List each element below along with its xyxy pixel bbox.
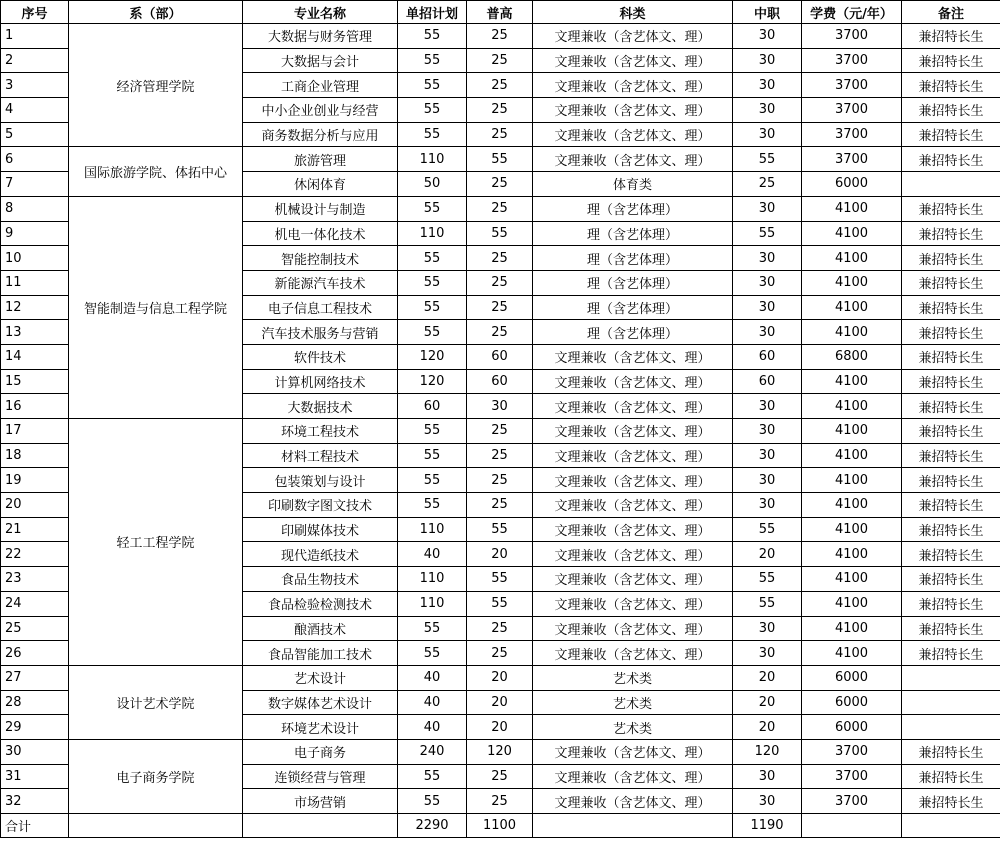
plan-count: 55 bbox=[398, 98, 467, 123]
category: 文理兼收（含艺体文、理） bbox=[533, 591, 733, 616]
plan-count: 120 bbox=[398, 344, 467, 369]
plan-count: 55 bbox=[398, 122, 467, 147]
tuition-fee: 4100 bbox=[802, 517, 902, 542]
row-seq: 2 bbox=[1, 48, 69, 73]
tuition-fee: 4100 bbox=[802, 468, 902, 493]
header-vocational: 中职 bbox=[733, 1, 802, 24]
general-count: 55 bbox=[467, 567, 533, 592]
major-name: 工商企业管理 bbox=[243, 73, 398, 98]
plan-count: 55 bbox=[398, 196, 467, 221]
general-count: 25 bbox=[467, 493, 533, 518]
major-name: 新能源汽车技术 bbox=[243, 270, 398, 295]
total-empty-cell bbox=[802, 814, 902, 838]
general-count: 25 bbox=[467, 320, 533, 345]
department-name: 经济管理学院 bbox=[69, 24, 243, 147]
row-seq: 28 bbox=[1, 690, 69, 715]
tuition-fee: 3700 bbox=[802, 48, 902, 73]
general-count: 25 bbox=[467, 196, 533, 221]
row-seq: 31 bbox=[1, 764, 69, 789]
vocational-count: 55 bbox=[733, 517, 802, 542]
general-count: 25 bbox=[467, 764, 533, 789]
vocational-count: 20 bbox=[733, 715, 802, 740]
note: 兼招特长生 bbox=[902, 764, 1000, 789]
note: 兼招特长生 bbox=[902, 591, 1000, 616]
plan-count: 40 bbox=[398, 665, 467, 690]
note: 兼招特长生 bbox=[902, 270, 1000, 295]
category: 艺术类 bbox=[533, 665, 733, 690]
header-general: 普高 bbox=[467, 1, 533, 24]
vocational-count: 30 bbox=[733, 270, 802, 295]
vocational-count: 30 bbox=[733, 73, 802, 98]
general-count: 25 bbox=[467, 468, 533, 493]
major-name: 现代造纸技术 bbox=[243, 542, 398, 567]
row-seq: 21 bbox=[1, 517, 69, 542]
major-name: 商务数据分析与应用 bbox=[243, 122, 398, 147]
tuition-fee: 6800 bbox=[802, 344, 902, 369]
vocational-count: 55 bbox=[733, 221, 802, 246]
note: 兼招特长生 bbox=[902, 419, 1000, 444]
plan-count: 55 bbox=[398, 246, 467, 271]
major-name: 旅游管理 bbox=[243, 147, 398, 172]
note: 兼招特长生 bbox=[902, 24, 1000, 49]
plan-count: 110 bbox=[398, 147, 467, 172]
category: 文理兼收（含艺体文、理） bbox=[533, 122, 733, 147]
department-name: 轻工工程学院 bbox=[69, 419, 243, 666]
category: 文理兼收（含艺体文、理） bbox=[533, 48, 733, 73]
department-name: 设计艺术学院 bbox=[69, 665, 243, 739]
note: 兼招特长生 bbox=[902, 443, 1000, 468]
general-count: 25 bbox=[467, 789, 533, 814]
category: 文理兼收（含艺体文、理） bbox=[533, 419, 733, 444]
tuition-fee: 3700 bbox=[802, 24, 902, 49]
category: 文理兼收（含艺体文、理） bbox=[533, 443, 733, 468]
tuition-fee: 4100 bbox=[802, 270, 902, 295]
note: 兼招特长生 bbox=[902, 468, 1000, 493]
plan-count: 55 bbox=[398, 48, 467, 73]
row-seq: 8 bbox=[1, 196, 69, 221]
row-seq: 4 bbox=[1, 98, 69, 123]
note: 兼招特长生 bbox=[902, 122, 1000, 147]
vocational-count: 60 bbox=[733, 344, 802, 369]
category: 理（含艺体理） bbox=[533, 246, 733, 271]
category: 文理兼收（含艺体文、理） bbox=[533, 147, 733, 172]
category: 文理兼收（含艺体文、理） bbox=[533, 394, 733, 419]
row-seq: 14 bbox=[1, 344, 69, 369]
row-seq: 23 bbox=[1, 567, 69, 592]
general-count: 55 bbox=[467, 591, 533, 616]
major-name: 智能控制技术 bbox=[243, 246, 398, 271]
row-seq: 17 bbox=[1, 419, 69, 444]
note: 兼招特长生 bbox=[902, 394, 1000, 419]
total-empty-cell bbox=[69, 814, 243, 838]
tuition-fee: 4100 bbox=[802, 493, 902, 518]
category: 文理兼收（含艺体文、理） bbox=[533, 493, 733, 518]
major-name: 包装策划与设计 bbox=[243, 468, 398, 493]
note: 兼招特长生 bbox=[902, 616, 1000, 641]
major-name: 大数据技术 bbox=[243, 394, 398, 419]
major-name: 大数据与会计 bbox=[243, 48, 398, 73]
note: 兼招特长生 bbox=[902, 147, 1000, 172]
header-note: 备注 bbox=[902, 1, 1000, 24]
row-seq: 32 bbox=[1, 789, 69, 814]
major-name: 汽车技术服务与营销 bbox=[243, 320, 398, 345]
major-name: 中小企业创业与经营 bbox=[243, 98, 398, 123]
tuition-fee: 4100 bbox=[802, 221, 902, 246]
vocational-count: 25 bbox=[733, 172, 802, 197]
vocational-count: 30 bbox=[733, 246, 802, 271]
row-seq: 5 bbox=[1, 122, 69, 147]
category: 文理兼收（含艺体文、理） bbox=[533, 542, 733, 567]
vocational-count: 55 bbox=[733, 591, 802, 616]
vocational-count: 120 bbox=[733, 739, 802, 764]
plan-count: 55 bbox=[398, 24, 467, 49]
plan-count: 50 bbox=[398, 172, 467, 197]
category: 文理兼收（含艺体文、理） bbox=[533, 641, 733, 666]
note: 兼招特长生 bbox=[902, 196, 1000, 221]
plan-count: 40 bbox=[398, 542, 467, 567]
category: 理（含艺体理） bbox=[533, 196, 733, 221]
row-seq: 26 bbox=[1, 641, 69, 666]
major-name: 连锁经营与管理 bbox=[243, 764, 398, 789]
major-name: 电子信息工程技术 bbox=[243, 295, 398, 320]
vocational-count: 30 bbox=[733, 419, 802, 444]
major-name: 艺术设计 bbox=[243, 665, 398, 690]
total-general: 1100 bbox=[467, 814, 533, 838]
category: 文理兼收（含艺体文、理） bbox=[533, 739, 733, 764]
category: 艺术类 bbox=[533, 715, 733, 740]
vocational-count: 30 bbox=[733, 443, 802, 468]
major-name: 环境工程技术 bbox=[243, 419, 398, 444]
tuition-fee: 4100 bbox=[802, 320, 902, 345]
row-seq: 30 bbox=[1, 739, 69, 764]
plan-count: 40 bbox=[398, 715, 467, 740]
tuition-fee: 6000 bbox=[802, 665, 902, 690]
plan-count: 40 bbox=[398, 690, 467, 715]
plan-count: 110 bbox=[398, 567, 467, 592]
tuition-fee: 4100 bbox=[802, 295, 902, 320]
major-name: 电子商务 bbox=[243, 739, 398, 764]
plan-count: 55 bbox=[398, 789, 467, 814]
tuition-fee: 4100 bbox=[802, 591, 902, 616]
major-name: 食品生物技术 bbox=[243, 567, 398, 592]
tuition-fee: 3700 bbox=[802, 739, 902, 764]
general-count: 20 bbox=[467, 542, 533, 567]
total-row bbox=[1, 814, 1000, 838]
category: 艺术类 bbox=[533, 690, 733, 715]
note: 兼招特长生 bbox=[902, 221, 1000, 246]
category: 文理兼收（含艺体文、理） bbox=[533, 616, 733, 641]
category: 文理兼收（含艺体文、理） bbox=[533, 98, 733, 123]
row-seq: 29 bbox=[1, 715, 69, 740]
header-seq: 序号 bbox=[1, 1, 69, 24]
plan-count: 55 bbox=[398, 468, 467, 493]
major-name: 计算机网络技术 bbox=[243, 369, 398, 394]
row-seq: 15 bbox=[1, 369, 69, 394]
row-seq: 24 bbox=[1, 591, 69, 616]
note: 兼招特长生 bbox=[902, 73, 1000, 98]
major-name: 酿酒技术 bbox=[243, 616, 398, 641]
general-count: 60 bbox=[467, 369, 533, 394]
major-name: 印刷媒体技术 bbox=[243, 517, 398, 542]
general-count: 20 bbox=[467, 690, 533, 715]
department-name: 国际旅游学院、体拓中心 bbox=[69, 147, 243, 196]
note bbox=[902, 690, 1000, 715]
general-count: 25 bbox=[467, 443, 533, 468]
note: 兼招特长生 bbox=[902, 295, 1000, 320]
row-seq: 20 bbox=[1, 493, 69, 518]
vocational-count: 30 bbox=[733, 122, 802, 147]
tuition-fee: 3700 bbox=[802, 789, 902, 814]
category: 文理兼收（含艺体文、理） bbox=[533, 468, 733, 493]
general-count: 25 bbox=[467, 122, 533, 147]
tuition-fee: 4100 bbox=[802, 616, 902, 641]
plan-count: 55 bbox=[398, 419, 467, 444]
vocational-count: 30 bbox=[733, 295, 802, 320]
major-name: 材料工程技术 bbox=[243, 443, 398, 468]
total-vocational: 1190 bbox=[733, 814, 802, 838]
plan-count: 240 bbox=[398, 739, 467, 764]
note bbox=[902, 172, 1000, 197]
general-count: 25 bbox=[467, 419, 533, 444]
table-body bbox=[1, 24, 1000, 814]
row-seq: 19 bbox=[1, 468, 69, 493]
major-name: 数字媒体艺术设计 bbox=[243, 690, 398, 715]
category: 理（含艺体理） bbox=[533, 320, 733, 345]
vocational-count: 30 bbox=[733, 616, 802, 641]
row-seq: 18 bbox=[1, 443, 69, 468]
table-row bbox=[1, 665, 1000, 690]
table-row bbox=[1, 419, 1000, 444]
total-empty-cell bbox=[902, 814, 1000, 838]
vocational-count: 30 bbox=[733, 789, 802, 814]
header-category: 科类 bbox=[533, 1, 733, 24]
vocational-count: 20 bbox=[733, 690, 802, 715]
plan-count: 120 bbox=[398, 369, 467, 394]
category: 体育类 bbox=[533, 172, 733, 197]
vocational-count: 30 bbox=[733, 196, 802, 221]
note: 兼招特长生 bbox=[902, 739, 1000, 764]
category: 文理兼收（含艺体文、理） bbox=[533, 344, 733, 369]
row-seq: 1 bbox=[1, 24, 69, 49]
category: 文理兼收（含艺体文、理） bbox=[533, 24, 733, 49]
row-seq: 25 bbox=[1, 616, 69, 641]
header-plan: 单招计划 bbox=[398, 1, 467, 24]
general-count: 25 bbox=[467, 295, 533, 320]
tuition-fee: 3700 bbox=[802, 147, 902, 172]
row-seq: 6 bbox=[1, 147, 69, 172]
tuition-fee: 4100 bbox=[802, 246, 902, 271]
tuition-fee: 4100 bbox=[802, 369, 902, 394]
general-count: 55 bbox=[467, 147, 533, 172]
category: 文理兼收（含艺体文、理） bbox=[533, 369, 733, 394]
table-row bbox=[1, 147, 1000, 172]
major-name: 印刷数字图文技术 bbox=[243, 493, 398, 518]
tuition-fee: 3700 bbox=[802, 98, 902, 123]
tuition-fee: 3700 bbox=[802, 122, 902, 147]
general-count: 25 bbox=[467, 98, 533, 123]
note: 兼招特长生 bbox=[902, 493, 1000, 518]
major-name: 大数据与财务管理 bbox=[243, 24, 398, 49]
row-seq: 22 bbox=[1, 542, 69, 567]
note: 兼招特长生 bbox=[902, 48, 1000, 73]
vocational-count: 60 bbox=[733, 369, 802, 394]
vocational-count: 30 bbox=[733, 24, 802, 49]
table-footer bbox=[1, 814, 1000, 838]
note: 兼招特长生 bbox=[902, 567, 1000, 592]
major-name: 食品检验检测技术 bbox=[243, 591, 398, 616]
table-row bbox=[1, 24, 1000, 49]
tuition-fee: 4100 bbox=[802, 196, 902, 221]
plan-count: 55 bbox=[398, 443, 467, 468]
row-seq: 11 bbox=[1, 270, 69, 295]
major-name: 市场营销 bbox=[243, 789, 398, 814]
general-count: 25 bbox=[467, 48, 533, 73]
general-count: 25 bbox=[467, 270, 533, 295]
category: 文理兼收（含艺体文、理） bbox=[533, 73, 733, 98]
tuition-fee: 6000 bbox=[802, 690, 902, 715]
general-count: 25 bbox=[467, 616, 533, 641]
row-seq: 27 bbox=[1, 665, 69, 690]
note: 兼招特长生 bbox=[902, 517, 1000, 542]
total-label: 合计 bbox=[1, 814, 69, 838]
general-count: 55 bbox=[467, 517, 533, 542]
category: 理（含艺体理） bbox=[533, 270, 733, 295]
total-plan: 2290 bbox=[398, 814, 467, 838]
general-count: 120 bbox=[467, 739, 533, 764]
header-dept: 系（部） bbox=[69, 1, 243, 24]
category: 文理兼收（含艺体文、理） bbox=[533, 517, 733, 542]
general-count: 20 bbox=[467, 715, 533, 740]
major-name: 机械设计与制造 bbox=[243, 196, 398, 221]
general-count: 25 bbox=[467, 73, 533, 98]
total-empty-cell bbox=[243, 814, 398, 838]
general-count: 25 bbox=[467, 24, 533, 49]
major-name: 环境艺术设计 bbox=[243, 715, 398, 740]
tuition-fee: 3700 bbox=[802, 73, 902, 98]
header-fee: 学费（元/年） bbox=[802, 1, 902, 24]
row-seq: 16 bbox=[1, 394, 69, 419]
general-count: 25 bbox=[467, 172, 533, 197]
plan-count: 60 bbox=[398, 394, 467, 419]
category: 文理兼收（含艺体文、理） bbox=[533, 567, 733, 592]
tuition-fee: 3700 bbox=[802, 764, 902, 789]
category: 理（含艺体理） bbox=[533, 221, 733, 246]
plan-count: 55 bbox=[398, 616, 467, 641]
tuition-fee: 6000 bbox=[802, 715, 902, 740]
department-name: 电子商务学院 bbox=[69, 739, 243, 813]
row-seq: 13 bbox=[1, 320, 69, 345]
vocational-count: 30 bbox=[733, 641, 802, 666]
general-count: 20 bbox=[467, 665, 533, 690]
tuition-fee: 4100 bbox=[802, 542, 902, 567]
major-name: 软件技术 bbox=[243, 344, 398, 369]
plan-count: 55 bbox=[398, 320, 467, 345]
total-empty-cell bbox=[533, 814, 733, 838]
note bbox=[902, 715, 1000, 740]
table-row bbox=[1, 739, 1000, 764]
general-count: 25 bbox=[467, 641, 533, 666]
vocational-count: 30 bbox=[733, 764, 802, 789]
plan-count: 55 bbox=[398, 641, 467, 666]
tuition-fee: 6000 bbox=[802, 172, 902, 197]
general-count: 25 bbox=[467, 246, 533, 271]
row-seq: 10 bbox=[1, 246, 69, 271]
note: 兼招特长生 bbox=[902, 369, 1000, 394]
vocational-count: 55 bbox=[733, 147, 802, 172]
major-name: 机电一体化技术 bbox=[243, 221, 398, 246]
vocational-count: 30 bbox=[733, 394, 802, 419]
plan-count: 110 bbox=[398, 221, 467, 246]
vocational-count: 30 bbox=[733, 468, 802, 493]
tuition-fee: 4100 bbox=[802, 641, 902, 666]
category: 文理兼收（含艺体文、理） bbox=[533, 764, 733, 789]
table-header bbox=[1, 1, 1000, 24]
header-row bbox=[1, 1, 1000, 24]
table-row bbox=[1, 196, 1000, 221]
row-seq: 3 bbox=[1, 73, 69, 98]
plan-count: 110 bbox=[398, 517, 467, 542]
plan-count: 55 bbox=[398, 295, 467, 320]
note: 兼招特长生 bbox=[902, 641, 1000, 666]
plan-count: 110 bbox=[398, 591, 467, 616]
general-count: 60 bbox=[467, 344, 533, 369]
tuition-fee: 4100 bbox=[802, 394, 902, 419]
note: 兼招特长生 bbox=[902, 98, 1000, 123]
major-name: 食品智能加工技术 bbox=[243, 641, 398, 666]
major-name: 休闲体育 bbox=[243, 172, 398, 197]
plan-count: 55 bbox=[398, 73, 467, 98]
row-seq: 12 bbox=[1, 295, 69, 320]
plan-count: 55 bbox=[398, 270, 467, 295]
vocational-count: 20 bbox=[733, 665, 802, 690]
vocational-count: 30 bbox=[733, 98, 802, 123]
general-count: 30 bbox=[467, 394, 533, 419]
plan-count: 55 bbox=[398, 493, 467, 518]
category: 文理兼收（含艺体文、理） bbox=[533, 789, 733, 814]
note bbox=[902, 665, 1000, 690]
note: 兼招特长生 bbox=[902, 789, 1000, 814]
tuition-fee: 4100 bbox=[802, 443, 902, 468]
row-seq: 7 bbox=[1, 172, 69, 197]
department-name: 智能制造与信息工程学院 bbox=[69, 196, 243, 418]
note: 兼招特长生 bbox=[902, 320, 1000, 345]
note: 兼招特长生 bbox=[902, 344, 1000, 369]
category: 理（含艺体理） bbox=[533, 295, 733, 320]
row-seq: 9 bbox=[1, 221, 69, 246]
vocational-count: 55 bbox=[733, 567, 802, 592]
vocational-count: 30 bbox=[733, 493, 802, 518]
note: 兼招特长生 bbox=[902, 246, 1000, 271]
tuition-fee: 4100 bbox=[802, 567, 902, 592]
plan-count: 55 bbox=[398, 764, 467, 789]
vocational-count: 20 bbox=[733, 542, 802, 567]
vocational-count: 30 bbox=[733, 48, 802, 73]
general-count: 55 bbox=[467, 221, 533, 246]
note: 兼招特长生 bbox=[902, 542, 1000, 567]
header-major: 专业名称 bbox=[243, 1, 398, 24]
tuition-fee: 4100 bbox=[802, 419, 902, 444]
vocational-count: 30 bbox=[733, 320, 802, 345]
